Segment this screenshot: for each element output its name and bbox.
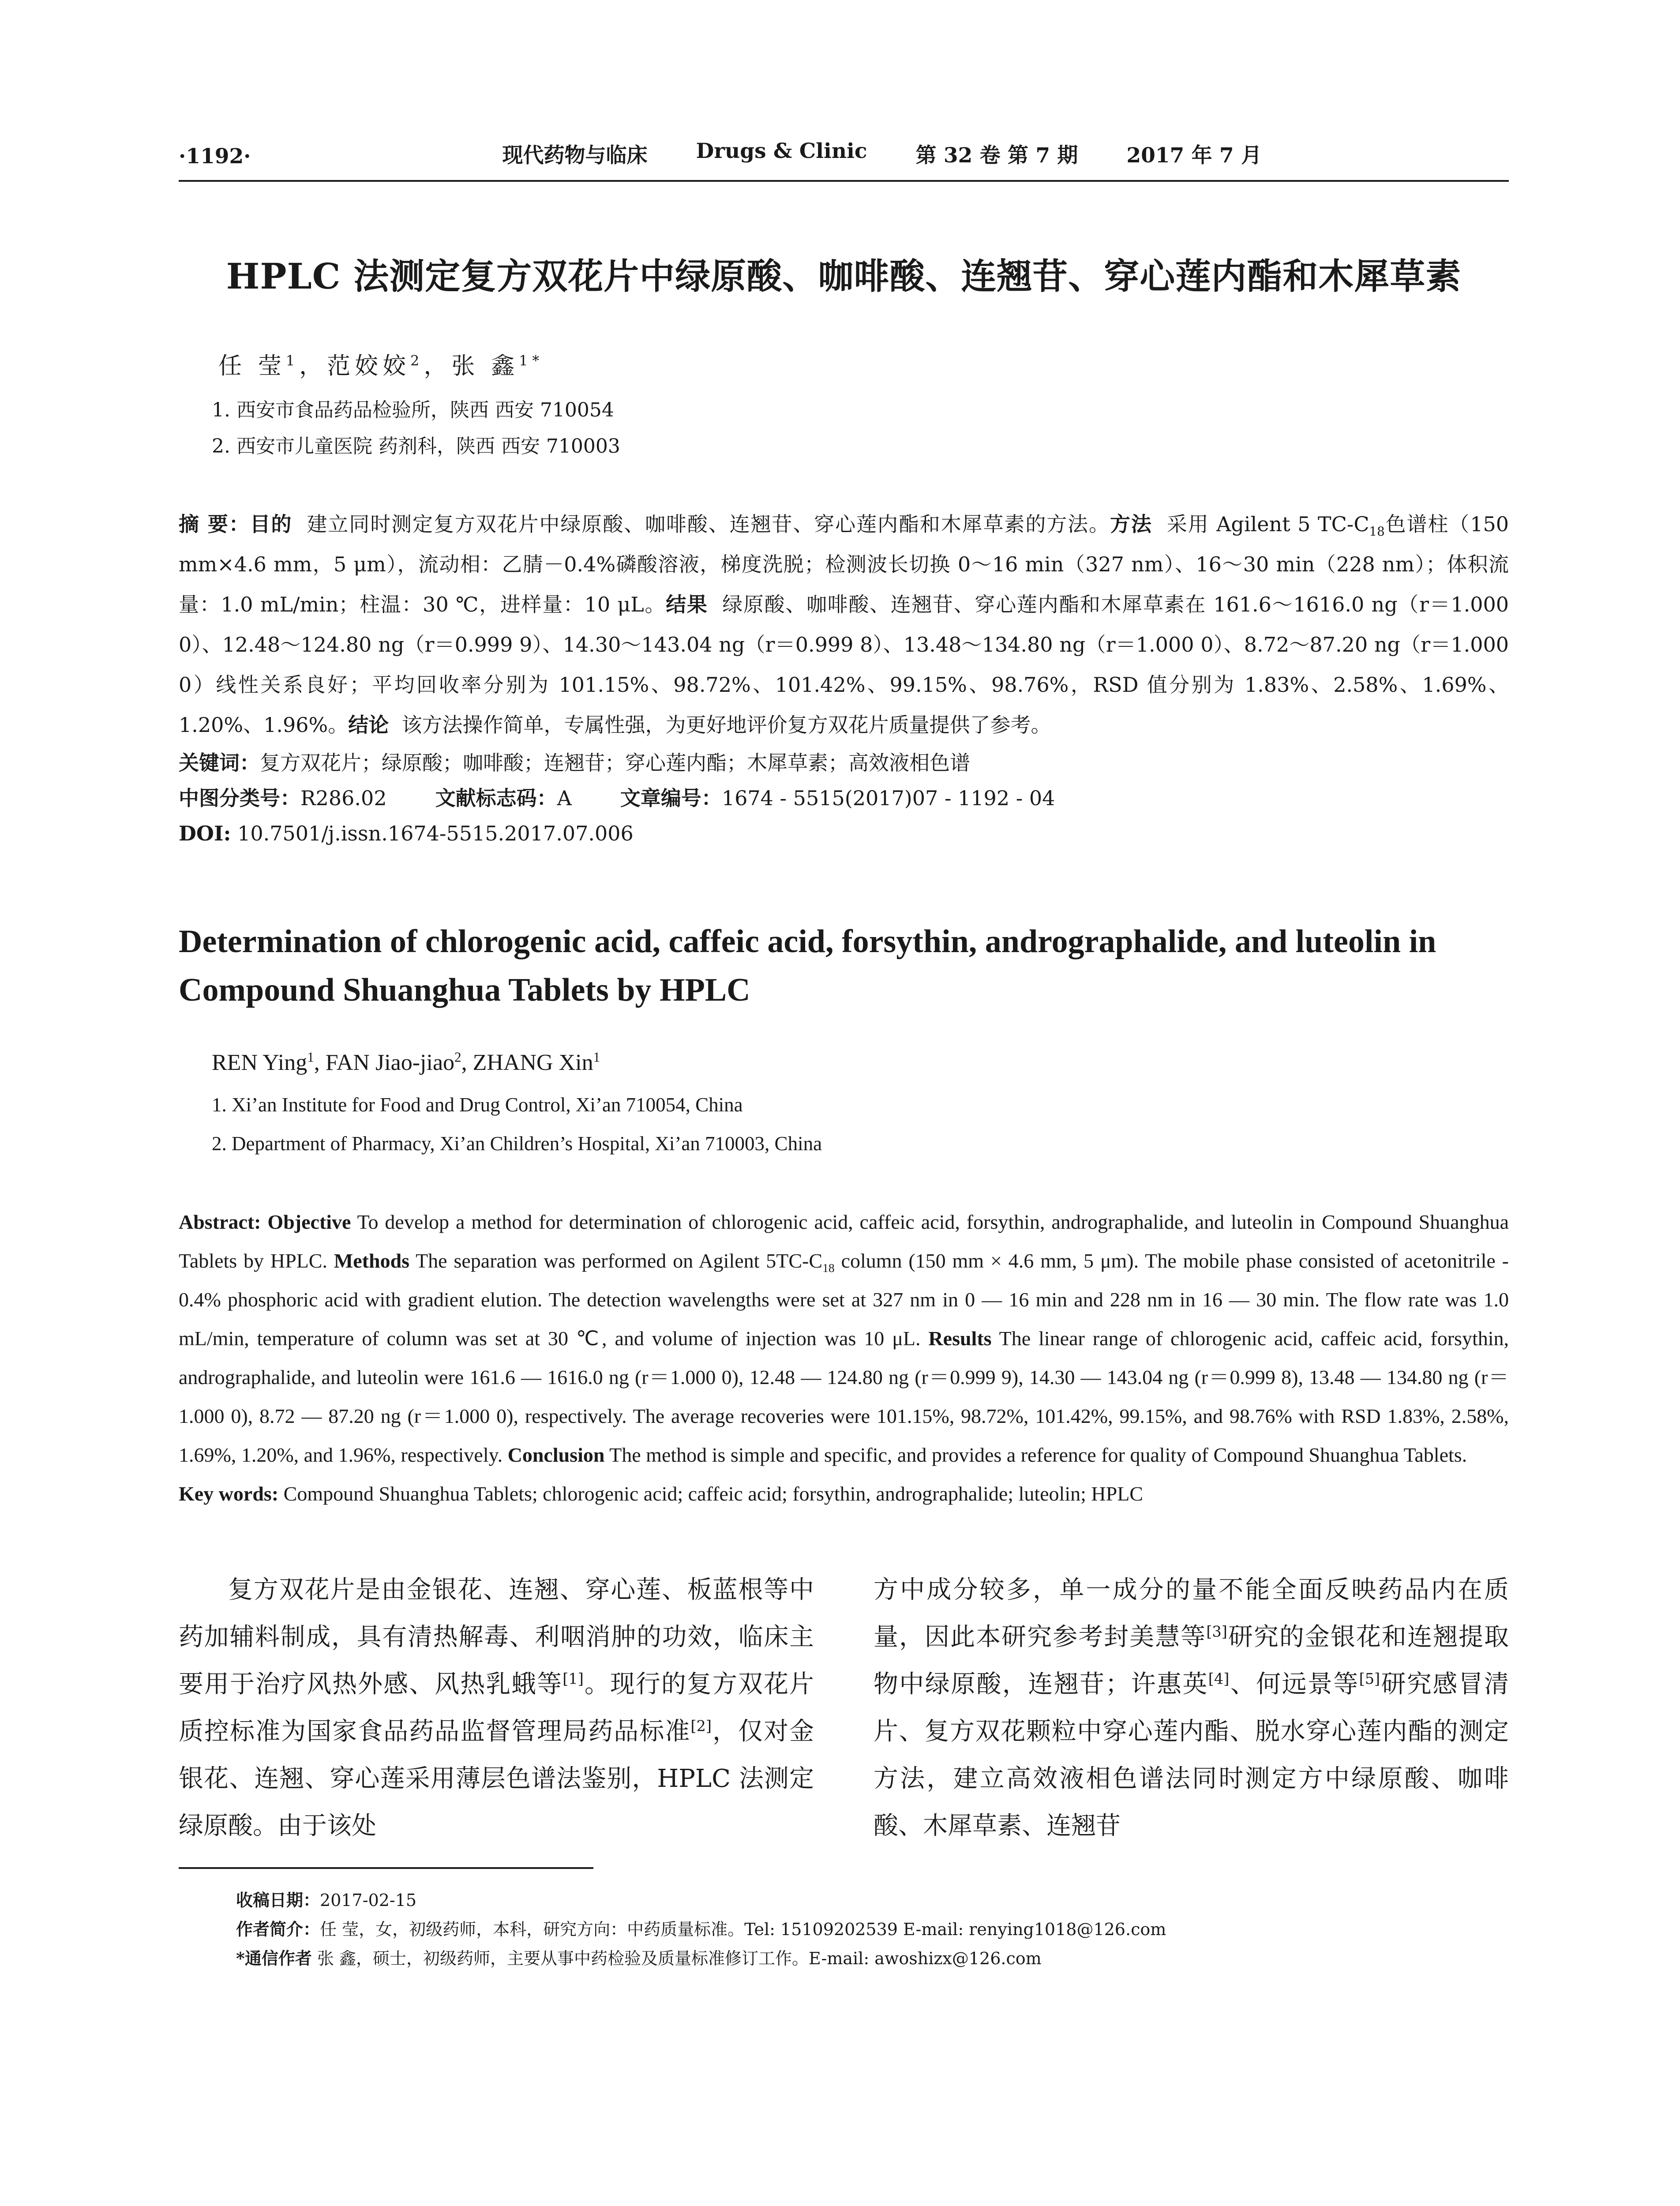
objective-label: 目的	[250, 512, 292, 536]
authors-cn: 任 莹$^1$，范姣姣$^2$，张 鑫$^{1*}$	[218, 353, 544, 379]
journal-name-en: Drugs & Clinic	[696, 139, 867, 163]
clc-label: 中图分类号：	[179, 786, 300, 810]
abstract-cn	[179, 504, 1509, 745]
doi-label: DOI:	[179, 822, 231, 845]
body-columns	[179, 1566, 1509, 1850]
keywords-label: 关键词：	[179, 751, 260, 775]
results-text: 绿原酸、咖啡酸、连翘苷、穿心莲内酯和木犀草素在 161.6～1616.0 ng（r＝1.000 0）、12.48～124.80 ng（r＝0.999 9）、14.30～143.04 ng（r＝0.999 8）、13.48～134.80 ng（r＝1.000 0）、8.72～87.20 ng（r＝1.000 0）线性关系良好；平均回收率分别为 101.15%、98.72%、101.42%、99.15%、98.76%，RSD 值分别为 1.83%、2.58%、1.69%、1.20%、1.96%。	[179, 593, 1509, 737]
citation-1: [1]	[562, 1670, 584, 1688]
footnote-divider	[179, 1867, 593, 1869]
methods-text-b: 色谱柱（150 mm×4.6 mm，5 μm），流动相：乙腈－0.4%磷酸溶液，梯度洗脱；检测波长切换 0～16 min（327 nm）、16～30 min（228 nm）；体积流量：1.0 mL/min；柱温：30 ℃，进样量：10 μL。	[179, 512, 1509, 616]
conclusion-text: 该方法操作简单，专属性强，为更好地评价复方双花片质量提供了参考。	[401, 713, 1051, 737]
journal-name-cn: 现代药物与临床	[502, 143, 648, 168]
objective-en-text: To develop a method for determination of chlorogenic acid, caffeic acid, forsythin, andrographalide, and luteolin in Compound Shuanghua Tablets by HPLC.	[179, 1211, 1509, 1272]
author-3-affil: 1*	[519, 353, 544, 369]
footnote-bio-text: 任 莹，女，初级药师，本科，研究方向：中药质量标准。Tel: 15109202539 E-mail: renying1018@126.com	[320, 1920, 1166, 1939]
footnote-author-bio	[236, 1915, 1509, 1944]
author-3-en: , ZHANG Xin	[461, 1050, 593, 1075]
footnote-corresponding-label: *通信作者	[236, 1948, 312, 1968]
body-left-text-c: ，仅对金银花、连翘、穿心莲采用薄层色谱法鉴别，HPLC 法测定绿原酸。由于该处	[179, 1717, 814, 1840]
author-2-en: , FAN Jiao-jiao	[314, 1050, 455, 1075]
author-2: 范姣姣	[327, 353, 411, 379]
citation-4: [4]	[1208, 1670, 1230, 1688]
citation-2: [2]	[690, 1717, 712, 1735]
footnote-corresponding-text: 张 鑫，硕士，初级药师，主要从事中药检验及质量标准修订工作。E-mail: awoshizx@126.com	[311, 1949, 1042, 1968]
issue-date: 2017 年 7 月	[1126, 143, 1262, 168]
author-2-en-affil: 2	[454, 1049, 461, 1065]
citation-5: [5]	[1359, 1670, 1380, 1688]
footnote-bio-label: 作者简介：	[236, 1919, 320, 1939]
author-1-en-affil: 1	[307, 1049, 314, 1065]
doc-code-value: A	[557, 786, 572, 810]
methods-en-text-b: column (150 mm × 4.6 mm, 5 μm). The mobile phase consisted of acetonitrile - 0.4% phosphoric acid with gradient elution. The detection wavelengths were set at 327 nm in 0 — 16 min and 228 nm in 16 — 30 min. The flow rate was 1.0 mL/min, temperature of column was set at 30 ℃, and volume of injection was 10 μL.	[179, 1249, 1509, 1350]
body-right-text-b: 研究的金银花和连翘提取物中绿原酸，连翘苷；许惠英	[874, 1623, 1509, 1699]
objective-en-label: Objective	[261, 1211, 351, 1233]
citation-3: [3]	[1206, 1623, 1227, 1640]
doi-line	[179, 816, 1509, 851]
body-column-right	[874, 1566, 1509, 1850]
body-right-text-d: 研究感冒清片、复方双花颗粒中穿心莲内酯、脱水穿心莲内酯的测定方法，建立高效液相色谱法同时测定方中绿原酸、咖啡酸、木犀草素、连翘苷	[874, 1670, 1509, 1840]
objective-text: 建立同时测定复方双花片中绿原酸、咖啡酸、连翘苷、穿心莲内酯和木犀草素的方法。	[307, 512, 1110, 536]
author-1-en: REN Ying	[212, 1050, 308, 1075]
affiliations-en	[179, 1085, 1509, 1163]
methods-text-a: 采用 Agilent 5 TC-C	[1166, 512, 1369, 536]
footnote-received-label: 收稿日期：	[236, 1890, 320, 1910]
results-label: 结果	[666, 593, 708, 616]
methods-en-label: Methods	[327, 1249, 410, 1272]
article-number-label: 文章编号：	[620, 786, 722, 810]
clc-value: R286.02	[300, 786, 387, 810]
author-3-en-affil: 1	[593, 1049, 600, 1065]
page-number: ·1192·	[179, 144, 251, 169]
affiliation-1-en: 1. Xi’an Institute for Food and Drug Control, Xi’an 710054, China	[212, 1094, 743, 1116]
footnote-received	[236, 1886, 1509, 1915]
doi-value: 10.7501/j.issn.1674-5515.2017.07.006	[231, 822, 634, 845]
author-3: 张 鑫	[451, 353, 519, 379]
authors-en	[212, 1050, 1509, 1076]
journal-info	[502, 139, 1262, 169]
body-left-text-b: 。现行的复方双花片质控标准为国家食品药品监督管理局药品标准	[179, 1670, 814, 1746]
body-left-text-a: 复方双花片是由金银花、连翘、穿心莲、板蓝根等中药加辅料制成，具有清热解毒、利咽消肿的功效，临床主要用于治疗风热外感、风热乳蛾等	[179, 1576, 814, 1699]
classification-row	[179, 780, 1509, 816]
body-right-text-a: 方中成分较多，单一成分的量不能全面反映药品内在质量，因此本研究参考封美慧等	[874, 1576, 1509, 1651]
keywords-en	[179, 1474, 1509, 1513]
paper-page	[179, 139, 1509, 1973]
body-column-left	[179, 1566, 814, 1850]
conclusion-en-label: Conclusion	[502, 1444, 605, 1466]
doc-code-label: 文献标志码：	[435, 786, 557, 810]
methods-subscript: 18	[1369, 524, 1385, 539]
conclusion-en-text: The method is simple and specific, and provides a reference for quality of Compound Shuanghua Tablets.	[604, 1444, 1467, 1466]
keywords-en-label: Key words:	[179, 1482, 279, 1505]
methods-en-text-a: The separation was performed on Agilent 5TC-C	[409, 1249, 823, 1272]
running-header	[179, 139, 1509, 182]
title-en: Determination of chlorogenic acid, caffeic acid, forsythin, andrographalide, and luteolin in Compound Shuanghua Tablets by HPLC	[179, 923, 1436, 1008]
author-1: 任 莹	[218, 353, 286, 379]
abstract-label: 摘 要：	[179, 512, 250, 536]
keywords-cn	[179, 745, 1509, 780]
footnote-corresponding	[236, 1944, 1509, 1973]
title-cn: HPLC 法测定复方双花片中绿原酸、咖啡酸、连翘苷、穿心莲内酯和木犀草素	[226, 255, 1462, 297]
body-right-text-c: 、何远景等	[1229, 1670, 1359, 1699]
volume-issue: 第 32 卷 第 7 期	[915, 143, 1078, 168]
article-number-value: 1674 - 5515(2017)07 - 1192 - 04	[721, 786, 1055, 810]
abstract-en	[179, 1203, 1509, 1474]
keywords-text: 复方双花片；绿原酸；咖啡酸；连翘苷；穿心莲内酯；木犀草素；高效液相色谱	[260, 751, 970, 775]
methods-label: 方法	[1110, 512, 1152, 536]
affiliation-2-cn: 2. 西安市儿童医院 药剂科，陕西 西安 710003	[212, 435, 620, 458]
methods-en-subscript: 18	[822, 1261, 835, 1275]
author-2-affil: 2	[410, 353, 424, 369]
abstract-en-label: Abstract:	[179, 1211, 261, 1233]
footnote-received-text: 2017-02-15	[320, 1891, 417, 1910]
keywords-en-text: Compound Shuanghua Tablets; chlorogenic acid; caffeic acid; forsythin, andrographalide; luteolin; HPLC	[278, 1482, 1143, 1505]
affiliation-2-en: 2. Department of Pharmacy, Xi’an Children’s Hospital, Xi’an 710003, China	[212, 1133, 822, 1155]
footnotes	[236, 1886, 1509, 1973]
results-en-label: Results	[920, 1327, 992, 1350]
affiliations-cn	[179, 392, 1509, 465]
results-en-text: The linear range of chlorogenic acid, caffeic acid, forsythin, andrographalide, and luteolin were 161.6 — 1616.0 ng (r＝1.000 0), 12.48 — 124.80 ng (r＝0.999 9), 14.30 — 143.04 ng (r＝0.999 8), 13.48 — 134.80 ng (r＝1.000 0), 8.72 — 87.20 ng (r＝1.000 0), respectively. The average recoveries were 101.15%, 98.72%, 101.42%, 99.15%, and 98.76% with RSD 1.83%, 2.58%, 1.69%, 1.20%, and 1.96%, respectively.	[179, 1327, 1509, 1466]
author-1-affil: 1	[285, 353, 300, 369]
conclusion-label: 结论	[348, 713, 389, 737]
affiliation-1-cn: 1. 西安市食品药品检验所，陕西 西安 710054	[212, 399, 614, 421]
